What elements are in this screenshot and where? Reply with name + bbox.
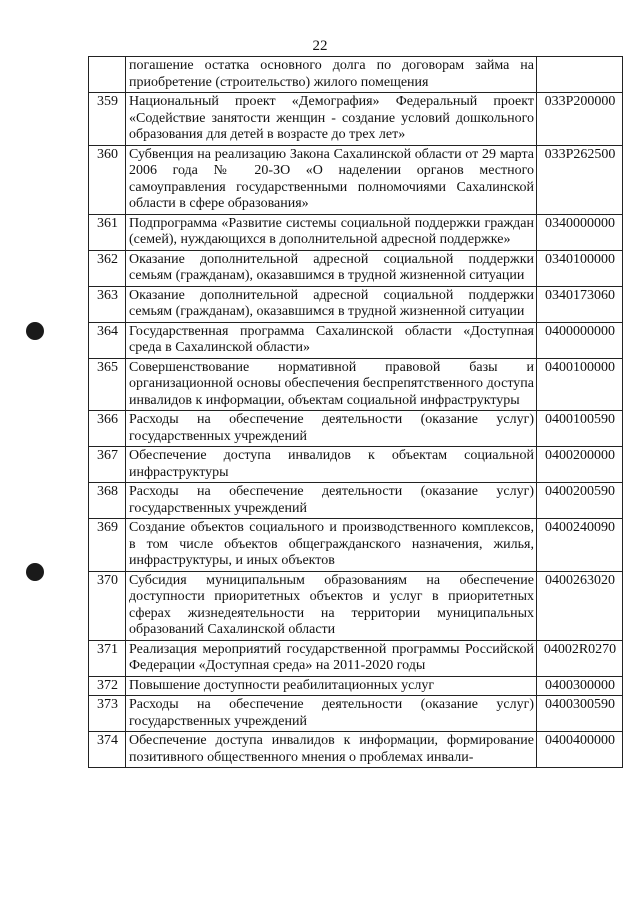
table-row [89,286,623,322]
row-number: 362 [89,250,126,286]
table-row [89,214,623,250]
row-name: Обеспечение доступа инвалидов к объектам социальной инфраструктуры [126,447,537,483]
row-code: 0400200590 [537,483,623,519]
row-number [89,57,126,93]
row-number: 364 [89,322,126,358]
row-name: Повышение доступности реабилитационных услуг [126,676,537,696]
table-row [89,519,623,572]
row-name: Субвенция на реализацию Закона Сахалинской области от 29 марта 2006 года № 20-ЗО «О наделении органов местного самоуправления государственными полномочиями Сахалинской области в сфере образования» [126,145,537,214]
row-code: 04002R0270 [537,640,623,676]
row-name: Расходы на обеспечение деятельности (оказание услуг) государственных учреждений [126,411,537,447]
row-number: 369 [89,519,126,572]
row-number: 361 [89,214,126,250]
row-name: Совершенствование нормативной правовой базы и организационной основы обеспечения беспрепятственного доступа инвалидов к информации, объектам социальной инфраструктуры [126,358,537,411]
row-number: 374 [89,732,126,768]
binder-hole [26,322,44,340]
page-number: 22 [312,38,328,54]
table-row [89,483,623,519]
row-number: 371 [89,640,126,676]
binder-hole [26,563,44,581]
row-number: 370 [89,571,126,640]
row-number: 367 [89,447,126,483]
row-code: 0400100000 [537,358,623,411]
row-name: Субсидия муниципальным образованиям на обеспечение доступности приоритетных объектов и услуг в приоритетных сферах жизнедеятельности на территории муниципальных образований Сахалинской области [126,571,537,640]
row-name: Государственная программа Сахалинской области «Доступная среда в Сахалинской области» [126,322,537,358]
row-name: Подпрограмма «Развитие системы социальной поддержки граждан (семей), нуждающихся в дополнительной адресной поддержке» [126,214,537,250]
row-code: 033P262500 [537,145,623,214]
row-code: 0400400000 [537,732,623,768]
row-code: 033P200000 [537,93,623,146]
row-number: 363 [89,286,126,322]
row-number: 360 [89,145,126,214]
row-name: Оказание дополнительной адресной социальной поддержки семьям (гражданам), оказавшимся в трудной жизненной ситуации [126,250,537,286]
row-name: Национальный проект «Демография» Федеральный проект «Содействие занятости женщин - создание условий дошкольного образования для детей в возрасте до трех лет» [126,93,537,146]
row-code: 0340000000 [537,214,623,250]
table-row [89,57,623,93]
row-name: Реализация мероприятий государственной программы Российской Федерации «Доступная среда» на 2011-2020 годы [126,640,537,676]
row-number: 368 [89,483,126,519]
row-code: 0340173060 [537,286,623,322]
table-row [89,93,623,146]
row-code: 0400300590 [537,696,623,732]
row-number: 373 [89,696,126,732]
row-code: 0400100590 [537,411,623,447]
table-row [89,676,623,696]
table-row [89,696,623,732]
row-name: Оказание дополнительной адресной социальной поддержки семьям (гражданам), оказавшимся в трудной жизненной ситуации [126,286,537,322]
row-code [537,57,623,93]
table-row [89,322,623,358]
table-row [89,145,623,214]
row-code: 0400240090 [537,519,623,572]
row-name: Расходы на обеспечение деятельности (оказание услуг) государственных учреждений [126,483,537,519]
row-number: 359 [89,93,126,146]
row-code: 0400300000 [537,676,623,696]
row-name: Расходы на обеспечение деятельности (оказание услуг) государственных учреждений [126,696,537,732]
table-row [89,358,623,411]
table-row [89,732,623,768]
row-name: погашение остатка основного долга по договорам займа на приобретение (строительство) жилого помещения [126,57,537,93]
budget-classification-table [88,56,623,768]
table-row [89,571,623,640]
table-row [89,411,623,447]
table-row [89,447,623,483]
row-number: 366 [89,411,126,447]
row-name: Обеспечение доступа инвалидов к информации, формирование позитивного общественного мнения о проблемах инвали- [126,732,537,768]
row-number: 372 [89,676,126,696]
table-row [89,250,623,286]
row-code: 0340100000 [537,250,623,286]
table-row [89,640,623,676]
row-name: Создание объектов социального и производственного комплексов, в том числе объектов общегражданского назначения, жилья, инфраструктуры, и иных объектов [126,519,537,572]
row-number: 365 [89,358,126,411]
row-code: 0400000000 [537,322,623,358]
row-code: 0400200000 [537,447,623,483]
row-code: 0400263020 [537,571,623,640]
